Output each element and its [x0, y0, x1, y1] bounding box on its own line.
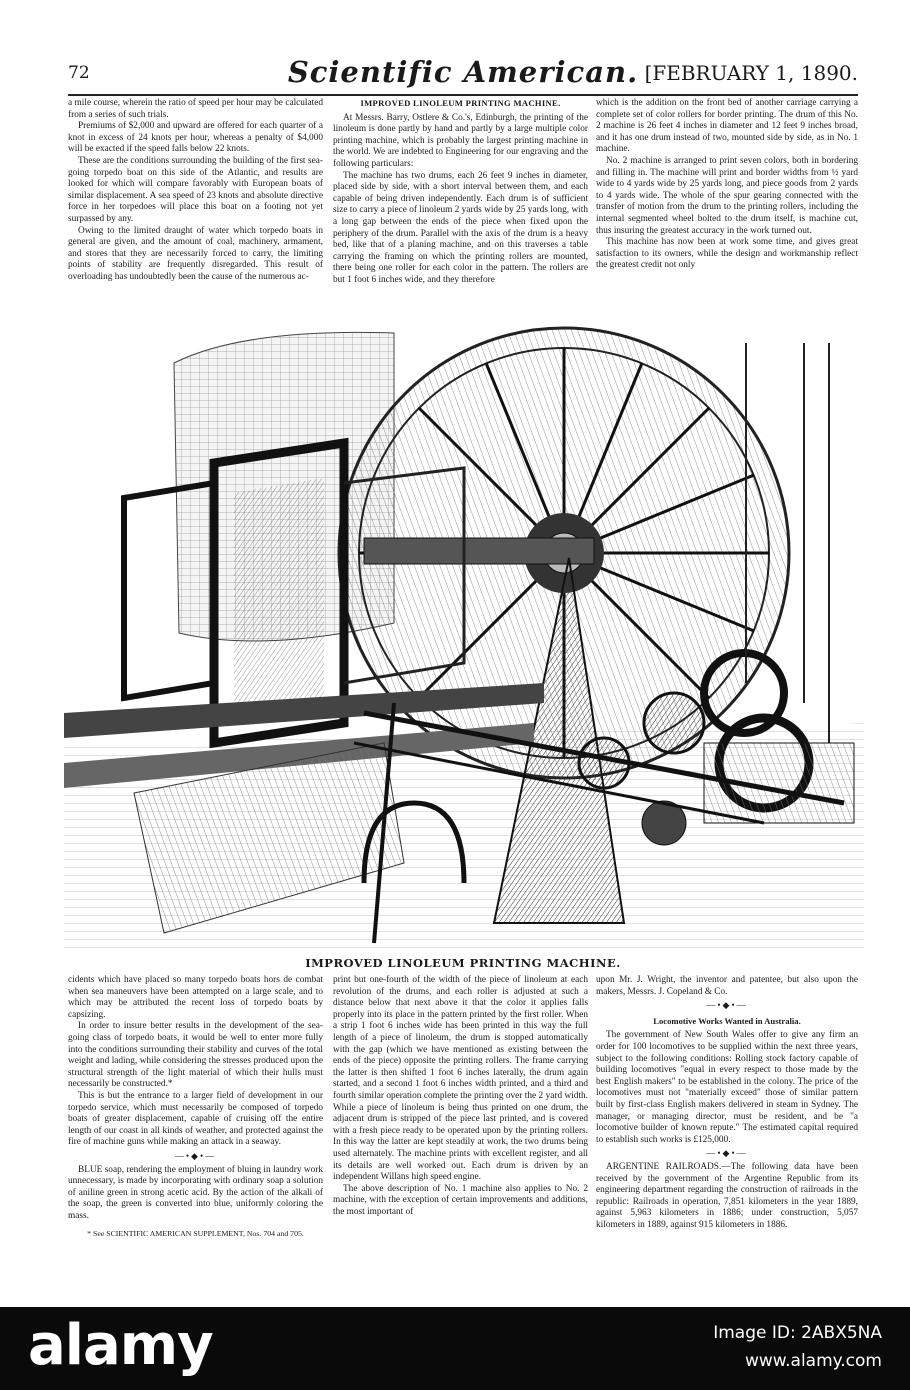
stock-photo-banner — [0, 1307, 910, 1390]
paragraph: The above description of No. 1 machine also applies to No. 2 machine, with the exception of certain improvements and additions, the most important of — [333, 1183, 588, 1217]
paragraph: No. 2 machine is arranged to print seven colors, both in bordering and filling in. The machine will print and border widths from ½ yard wide to 4 yards wide by 25 yards long, and piece goods from 2 yards to 4 yards wide. The whole of the spur gearing connected with the transfer of motion from the drum to the printing rollers, including the internal segmented wheel bolted to the drum itself, is machine cut, thus insuring the greatest accuracy in the work turned out. — [596, 155, 858, 236]
footnote: * See SCIENTIFIC AMERICAN SUPPLEMENT, Nos. 704 and 705. — [87, 1229, 304, 1239]
masthead: Scientific American. — [287, 55, 639, 89]
column-2-top — [333, 98, 588, 287]
paragraph: cidents which have placed so many torpedo boats hors de combat when sea maneuvers have been attempted on a large scale, and to which may be attributed the recent loss of torpedo boats by capsizing. — [68, 975, 323, 1020]
paragraph: This is but the entrance to a larger field of development in our torpedo service, which must necessarily be composed of torpedo boats of greater displacement, capable of cruising off the entire length of our coast in all kinds of weather, and protected against the fire of machine guns while making an attack in a seaway. — [68, 1090, 323, 1148]
paragraph: BLUE soap, rendering the employment of bluing in laundry work unnecessary, is made by incorporating with ordinary soap a solution of aniline green in strong acetic acid. By the action of the alkali of the soap, the green is converted into blue, uniformly coloring the mass. — [68, 1164, 323, 1221]
paragraph: The government of New South Wales offer to give any firm an order for 100 locomotives to be supplied within the next three years, subject to the following conditions: Rolling stock factory capable of building locomotives "equal in every respect to those made by the best English makers" to be established in the colony. The price of the locomotives must not "materially exceed" those of similar pattern built by first-class English makers delivered in steam in Sydney. The manager, or managing director, must be resident, and be "a locomotive builder of known repute." The estimated capital required to establish such works is £125,000. — [596, 1030, 858, 1145]
column-3-top — [596, 98, 858, 272]
image-id: Image ID: 2ABX5NA — [713, 1323, 882, 1343]
alamy-logo: alamy — [28, 1313, 213, 1378]
paragraph: a mile course, wherein the ratio of speed per hour may be calculated from a series of such trials. — [68, 98, 323, 120]
paragraph: print but one-fourth of the width of the piece of linoleum at each revolution of the drums, and each roller is adjusted at such a distance below that next above it that the color it applies falls properly into its place in the pattern printed by the first roller. When a strip 1 foot 6 inches wide has been printed in this way the full length of a piece of linoleum, the drum is stopped automatically with the gap (which we have mentioned as existing between the ends of the piece) opposite the printing rollers. The frame carrying the latter is then shifted 1 foot 6 inches laterally, the drum again started, and a second 1 foot 6 inches width printed, and a third and fourth similar operation complete the printing over the 2 yard width. While a piece of linoleum is being thus printed on one drum, the adjacent drum is stripped of the piece last printed, and is covered with a fresh piece ready to be operated upon by the printing rollers. In this way the latter are kept steadily at work, the two drums being used alternately. The machine prints with excellent register, and all its details are well worked out. Each drum is driven by an independent Willans high speed engine. — [333, 975, 588, 1183]
article-title: Locomotive Works Wanted in Australia. — [653, 1015, 801, 1026]
article-title: IMPROVED LINOLEUM PRINTING MACHINE. — [360, 98, 561, 108]
separator: —•◆•— — [706, 1148, 748, 1159]
paragraph: This machine has now been at work some time, and gives great satisfaction to its owners, while the design and workmanship reflect the greatest credit not only — [596, 237, 858, 271]
paragraph: Owing to the limited draught of water which torpedo boats in general are given, and the amount of coal, machinery, armament, and stores that they are necessarily forced to carry, the limiting points of stability are frequently disregarded. This result of overloading has undoubtedly been the cause of the numerous ac- — [68, 225, 323, 282]
column-3-bottom — [596, 975, 858, 1231]
printing-machine-engraving — [64, 323, 864, 953]
banner-info — [713, 1319, 882, 1375]
banner-url: www.alamy.com — [744, 1351, 882, 1371]
column-1-bottom — [68, 975, 323, 1240]
column-2-bottom — [333, 975, 588, 1218]
illustration-caption: IMPROVED LINOLEUM PRINTING MACHINE. — [305, 956, 621, 970]
separator: —•◆•— — [706, 1000, 748, 1011]
header-rule — [68, 94, 858, 96]
paragraph: At Messrs. Barry, Ostlere & Co.'s, Edinburgh, the printing of the linoleum is done partly by hand and partly by a large multiple color printing machine, which is probably the largest printing machine in the world. We are indebted to Engineering for our engraving and the following particulars: — [333, 112, 588, 169]
paragraph: The machine has two drums, each 26 feet 9 inches in diameter, placed side by side, with a short interval between them, and each capable of being driven independently. Each drum is of sufficient size to carry a piece of linoleum 2 yards wide by 25 yards long, with a long gap between the ends of the piece when fixed upon the periphery of the drum. Parallel with the axis of the drum is a heavy bed, like that of a planing machine, and on this traverses a table carrying the framing on which the printing rollers are mounted, there being one roller for each color in the pattern. The rollers are but 1 foot 6 inches wide, and they therefore — [333, 170, 588, 285]
column-1-top — [68, 98, 323, 284]
paragraph: which is the addition on the front bed of another carriage carrying a complete set of color rollers for border printing. The drum of this No. 2 machine is 26 feet 4 inches in diameter and 12 feet 9 inches broad, and it has one drum instead of two, mounted side by side, as in No. 1 machine. — [596, 98, 858, 155]
paragraph: ARGENTINE RAILROADS.—The following data have been received by the government of the Argentine Republic from its engineering department regarding the construction of railroads in the republic: Railroads in operation, 7,851 kilometers in the year 1889, against 5,963 kilometers in 1886; under construction, 5,057 kilometers in 1889, against 915 kilometers in 1886. — [596, 1161, 858, 1230]
paragraph: upon Mr. J. Wright, the inventor and patentee, but also upon the makers, Messrs. J. Copeland & Co. — [596, 975, 858, 997]
page-number: 72 — [68, 63, 90, 83]
paragraph: In order to insure better results in the development of the sea-going class of torpedo boats, it would be well to enter more fully into the conditions surrounding their stability and curves of the total weight and lading, while considering the stresses produced upon the structural strength of the light material of which their hulls must necessarily be constructed.* — [68, 1021, 323, 1090]
page-header — [68, 55, 858, 95]
paragraph: Premiums of $2,000 and upward are offered for each quarter of a knot in excess of 24 knots per hour, whereas a penalty of $4,000 will be exacted if the speed falls below 22 knots. — [68, 121, 323, 155]
separator: —•◆•— — [174, 1150, 217, 1161]
issue-date: [FEBRUARY 1, 1890. — [644, 61, 858, 85]
paragraph: These are the conditions surrounding the building of the first sea-going torpedo boat on this side of the Atlantic, and results are looked for which will compare favorably with European boats of similar displacement. A sea speed of 23 knots and absolute directive force in her torpedoes will place this boat on a footing not yet surpassed by any. — [68, 155, 323, 224]
